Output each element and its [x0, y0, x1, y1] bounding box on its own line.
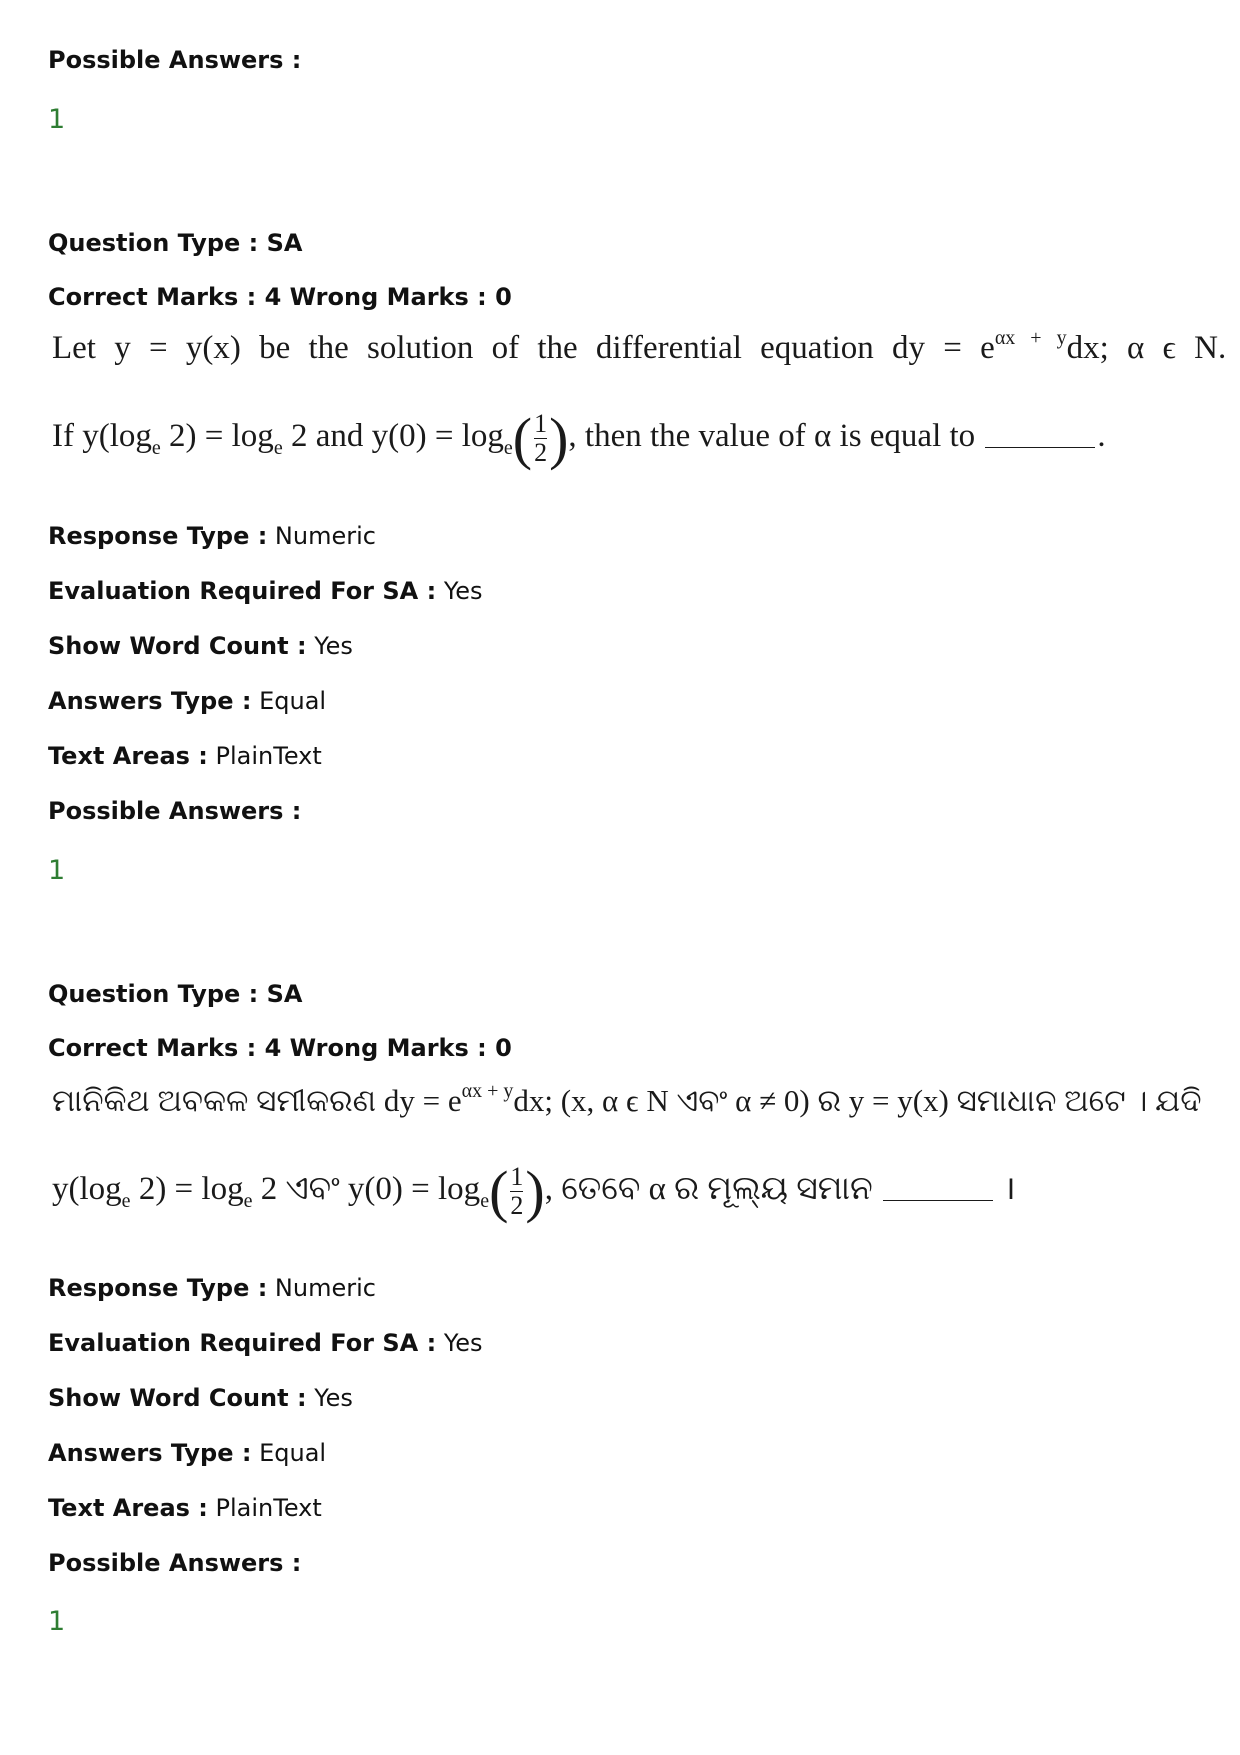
math-text: ।	[1003, 1171, 1016, 1208]
fraction-numerator: 1	[534, 409, 548, 438]
evaluation-required-field	[48, 1329, 483, 1357]
possible-answer-value: 1	[48, 855, 66, 886]
fraction-denominator: 2	[510, 1191, 524, 1220]
response-type-field	[48, 522, 376, 550]
field-value: Yes	[306, 632, 353, 660]
field-value: Numeric	[267, 1274, 376, 1302]
math-subscript: e	[243, 1190, 253, 1213]
field-value: Equal	[251, 1439, 327, 1467]
field-label: Text Areas :	[48, 742, 208, 770]
show-word-count-field	[48, 1384, 353, 1412]
math-text: Let y = y(x) be the solution of the differential equation dy = e	[52, 330, 995, 366]
text-areas-field	[48, 742, 322, 770]
math-text: 2) = log	[130, 1171, 244, 1208]
response-type-field	[48, 1274, 376, 1302]
math-text: dx; (x, α ϵ N ଏବଂ α ≠ 0) ର y = y(x) ସମାଧାନ ଅଟେ । ଯଦି	[513, 1083, 1202, 1118]
possible-answer-value: 1	[48, 104, 66, 135]
question-text-line-1-odia	[52, 1080, 1202, 1120]
possible-answer-value: 1	[48, 1606, 66, 1637]
evaluation-required-field	[48, 577, 483, 605]
question-text-line-1	[52, 327, 1227, 367]
field-label: Response Type :	[48, 1274, 268, 1302]
fraction-numerator: 1	[510, 1162, 524, 1191]
math-subscript: e	[121, 1190, 131, 1213]
answers-type-field	[48, 1439, 326, 1467]
math-subscript: e	[273, 437, 283, 460]
field-value: Numeric	[267, 522, 376, 550]
field-value: Equal	[251, 687, 327, 715]
math-text: .	[1097, 418, 1106, 455]
field-label: Response Type :	[48, 522, 268, 550]
math-superscript: αx + y	[461, 1080, 514, 1102]
field-value: Yes	[306, 1384, 353, 1412]
math-text: , then the value of α is equal to	[568, 418, 976, 455]
math-text: 2 and y(0) = log	[282, 418, 504, 455]
field-label: Evaluation Required For SA :	[48, 577, 437, 605]
field-label: Show Word Count :	[48, 1384, 307, 1412]
right-paren: )	[525, 1159, 545, 1224]
question-text-line-2	[52, 405, 1106, 472]
field-value: Yes	[436, 577, 483, 605]
field-label: Answers Type :	[48, 1439, 252, 1467]
field-label: Show Word Count :	[48, 632, 307, 660]
math-subscript: e	[480, 1190, 490, 1213]
math-text: dx; α ϵ N.	[1066, 330, 1227, 366]
field-label: Evaluation Required For SA :	[48, 1329, 437, 1357]
show-word-count-field	[48, 632, 353, 660]
fraction-denominator: 2	[534, 438, 548, 467]
math-text: ମାନିକିଥ ଅବକଳ ସମୀକରଣ dy = e	[52, 1083, 462, 1118]
field-value: PlainText	[207, 742, 322, 770]
answer-blank	[985, 447, 1095, 448]
question-type: Question Type : SA	[48, 229, 303, 257]
right-paren: )	[549, 406, 569, 471]
text-areas-field	[48, 1494, 322, 1522]
fraction-one-half	[510, 1163, 523, 1220]
answer-blank	[883, 1200, 993, 1201]
possible-answers-label: Possible Answers :	[48, 46, 302, 74]
math-text: If y(log	[52, 418, 152, 455]
question-text-line-2-odia	[52, 1158, 1016, 1225]
question-marks: Correct Marks : 4 Wrong Marks : 0	[48, 1034, 512, 1062]
possible-answers-label: Possible Answers :	[48, 797, 302, 825]
field-label: Answers Type :	[48, 687, 252, 715]
math-subscript: e	[151, 437, 161, 460]
fraction-one-half	[534, 410, 547, 467]
left-paren: (	[489, 1159, 509, 1224]
left-paren: (	[512, 406, 533, 471]
math-text: , ତେବେ α ର ମୂଲ୍ୟ ସମାନ	[544, 1171, 873, 1208]
math-text: y(log	[52, 1171, 122, 1208]
math-text: 2 ଏବଂ y(0) = log	[252, 1171, 481, 1208]
field-value: Yes	[436, 1329, 483, 1357]
possible-answers-label: Possible Answers :	[48, 1549, 302, 1577]
field-value: PlainText	[207, 1494, 322, 1522]
field-label: Text Areas :	[48, 1494, 208, 1522]
question-type: Question Type : SA	[48, 980, 303, 1008]
math-superscript: αx + y	[994, 327, 1067, 349]
answers-type-field	[48, 687, 326, 715]
math-subscript: e	[503, 437, 513, 460]
math-text: 2) = log	[160, 418, 274, 455]
question-marks: Correct Marks : 4 Wrong Marks : 0	[48, 283, 512, 311]
